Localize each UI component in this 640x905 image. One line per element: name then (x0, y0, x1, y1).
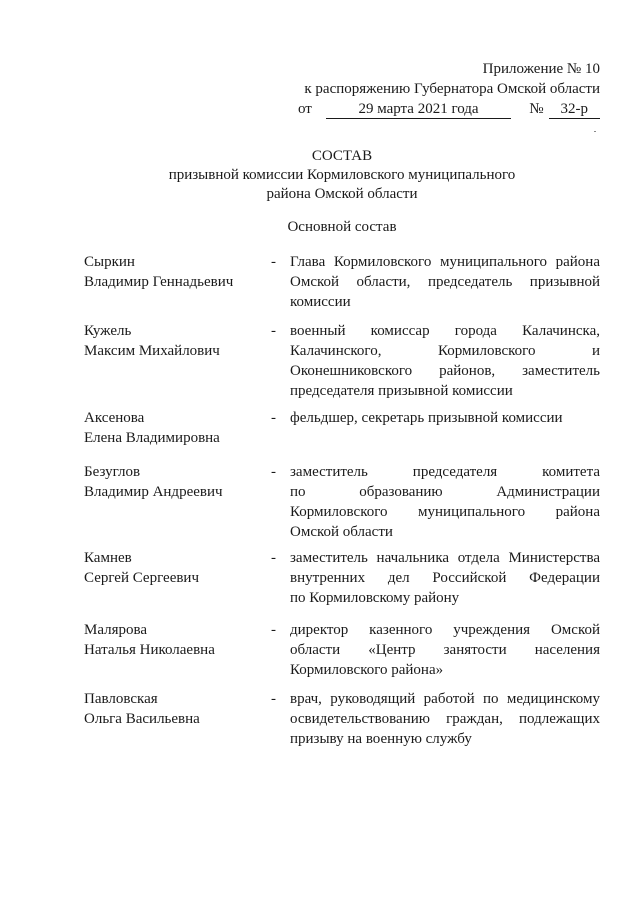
member-surname: Кужель (84, 323, 132, 339)
member-name (84, 689, 264, 729)
member-dash: - (271, 410, 276, 426)
member-surname: Павловская (84, 691, 158, 707)
member-dash: - (271, 464, 276, 480)
position-line: Омской области (290, 524, 393, 540)
member-surname: Сыркин (84, 254, 135, 270)
member-position (290, 321, 600, 401)
member-given-names: Елена Владимировна (84, 430, 220, 446)
appendix-order: к распоряжению Губернатора Омской области (304, 81, 600, 97)
number-label: № (529, 101, 544, 117)
position-line: комиссии (290, 294, 351, 310)
from-label: от (298, 101, 312, 117)
position-line: освидетельствованию граждан, подлежащих (290, 711, 600, 727)
member-position (290, 462, 600, 542)
appendix-number: Приложение № 10 (482, 61, 600, 77)
member-dash: - (271, 323, 276, 339)
member-dash: - (271, 550, 276, 566)
member-position (290, 548, 600, 608)
position-line: Калачинского, Кормиловского и (290, 343, 600, 359)
member-position (290, 252, 600, 312)
member-given-names: Владимир Андреевич (84, 484, 223, 500)
position-line: Оконешниковского районов, заместитель (290, 363, 600, 379)
document-subtitle-line2: района Омской области (266, 186, 418, 202)
member-position (290, 408, 600, 428)
member-surname: Безуглов (84, 464, 141, 480)
position-line: Кормиловского муниципального района (290, 504, 600, 520)
member-name (84, 321, 264, 361)
position-line: призыву на военную службу (290, 731, 472, 747)
position-line: Кормиловского района» (290, 662, 444, 678)
order-number: 32-р (549, 101, 600, 119)
member-given-names: Максим Михайлович (84, 343, 220, 359)
member-surname: Камнев (84, 550, 132, 566)
member-surname: Малярова (84, 622, 148, 638)
position-line: фельдшер, секретарь призывной комиссии (290, 410, 563, 426)
member-surname: Аксенова (84, 410, 145, 426)
order-date: 29 марта 2021 года (326, 101, 511, 119)
position-line: по Кормиловскому району (290, 590, 460, 606)
member-name (84, 408, 264, 448)
member-name (84, 462, 264, 502)
member-name (84, 620, 264, 660)
member-name (84, 252, 264, 292)
member-name (84, 548, 264, 588)
position-line: заместитель начальника отдела Министерства (290, 550, 600, 566)
member-given-names: Наталья Николаевна (84, 642, 215, 658)
document-subtitle-line1: призывной комиссии Кормиловского муниципального (168, 167, 516, 183)
member-dash: - (271, 622, 276, 638)
member-given-names: Сергей Сергеевич (84, 570, 200, 586)
appendix-date-line (298, 99, 600, 119)
member-position (290, 689, 600, 749)
position-line: по образованию Администрации (290, 484, 600, 500)
position-line: Глава Кормиловского муниципального района (290, 254, 600, 270)
member-given-names: Владимир Геннадьевич (84, 274, 234, 290)
position-line: председателя призывной комиссии (290, 383, 513, 399)
section-heading: Основной состав (287, 219, 397, 235)
member-dash: - (271, 254, 276, 270)
position-line: директор казенного учреждения Омской (290, 622, 600, 638)
position-line: заместитель председателя комитета (290, 464, 600, 480)
member-position (290, 620, 600, 680)
document-title: СОСТАВ (311, 148, 373, 164)
position-line: военный комиссар города Калачинска, (290, 323, 600, 339)
position-line: внутренних дел Российской Федерации (290, 570, 600, 586)
appendix-header (298, 59, 600, 119)
position-line: области «Центр занятости населения (290, 642, 600, 658)
position-line: Омской области, председатель призывной (290, 274, 600, 290)
member-dash: - (271, 691, 276, 707)
stray-mark (594, 131, 596, 132)
position-line: врач, руководящий работой по медицинскому (290, 691, 600, 707)
member-given-names: Ольга Васильевна (84, 711, 200, 727)
